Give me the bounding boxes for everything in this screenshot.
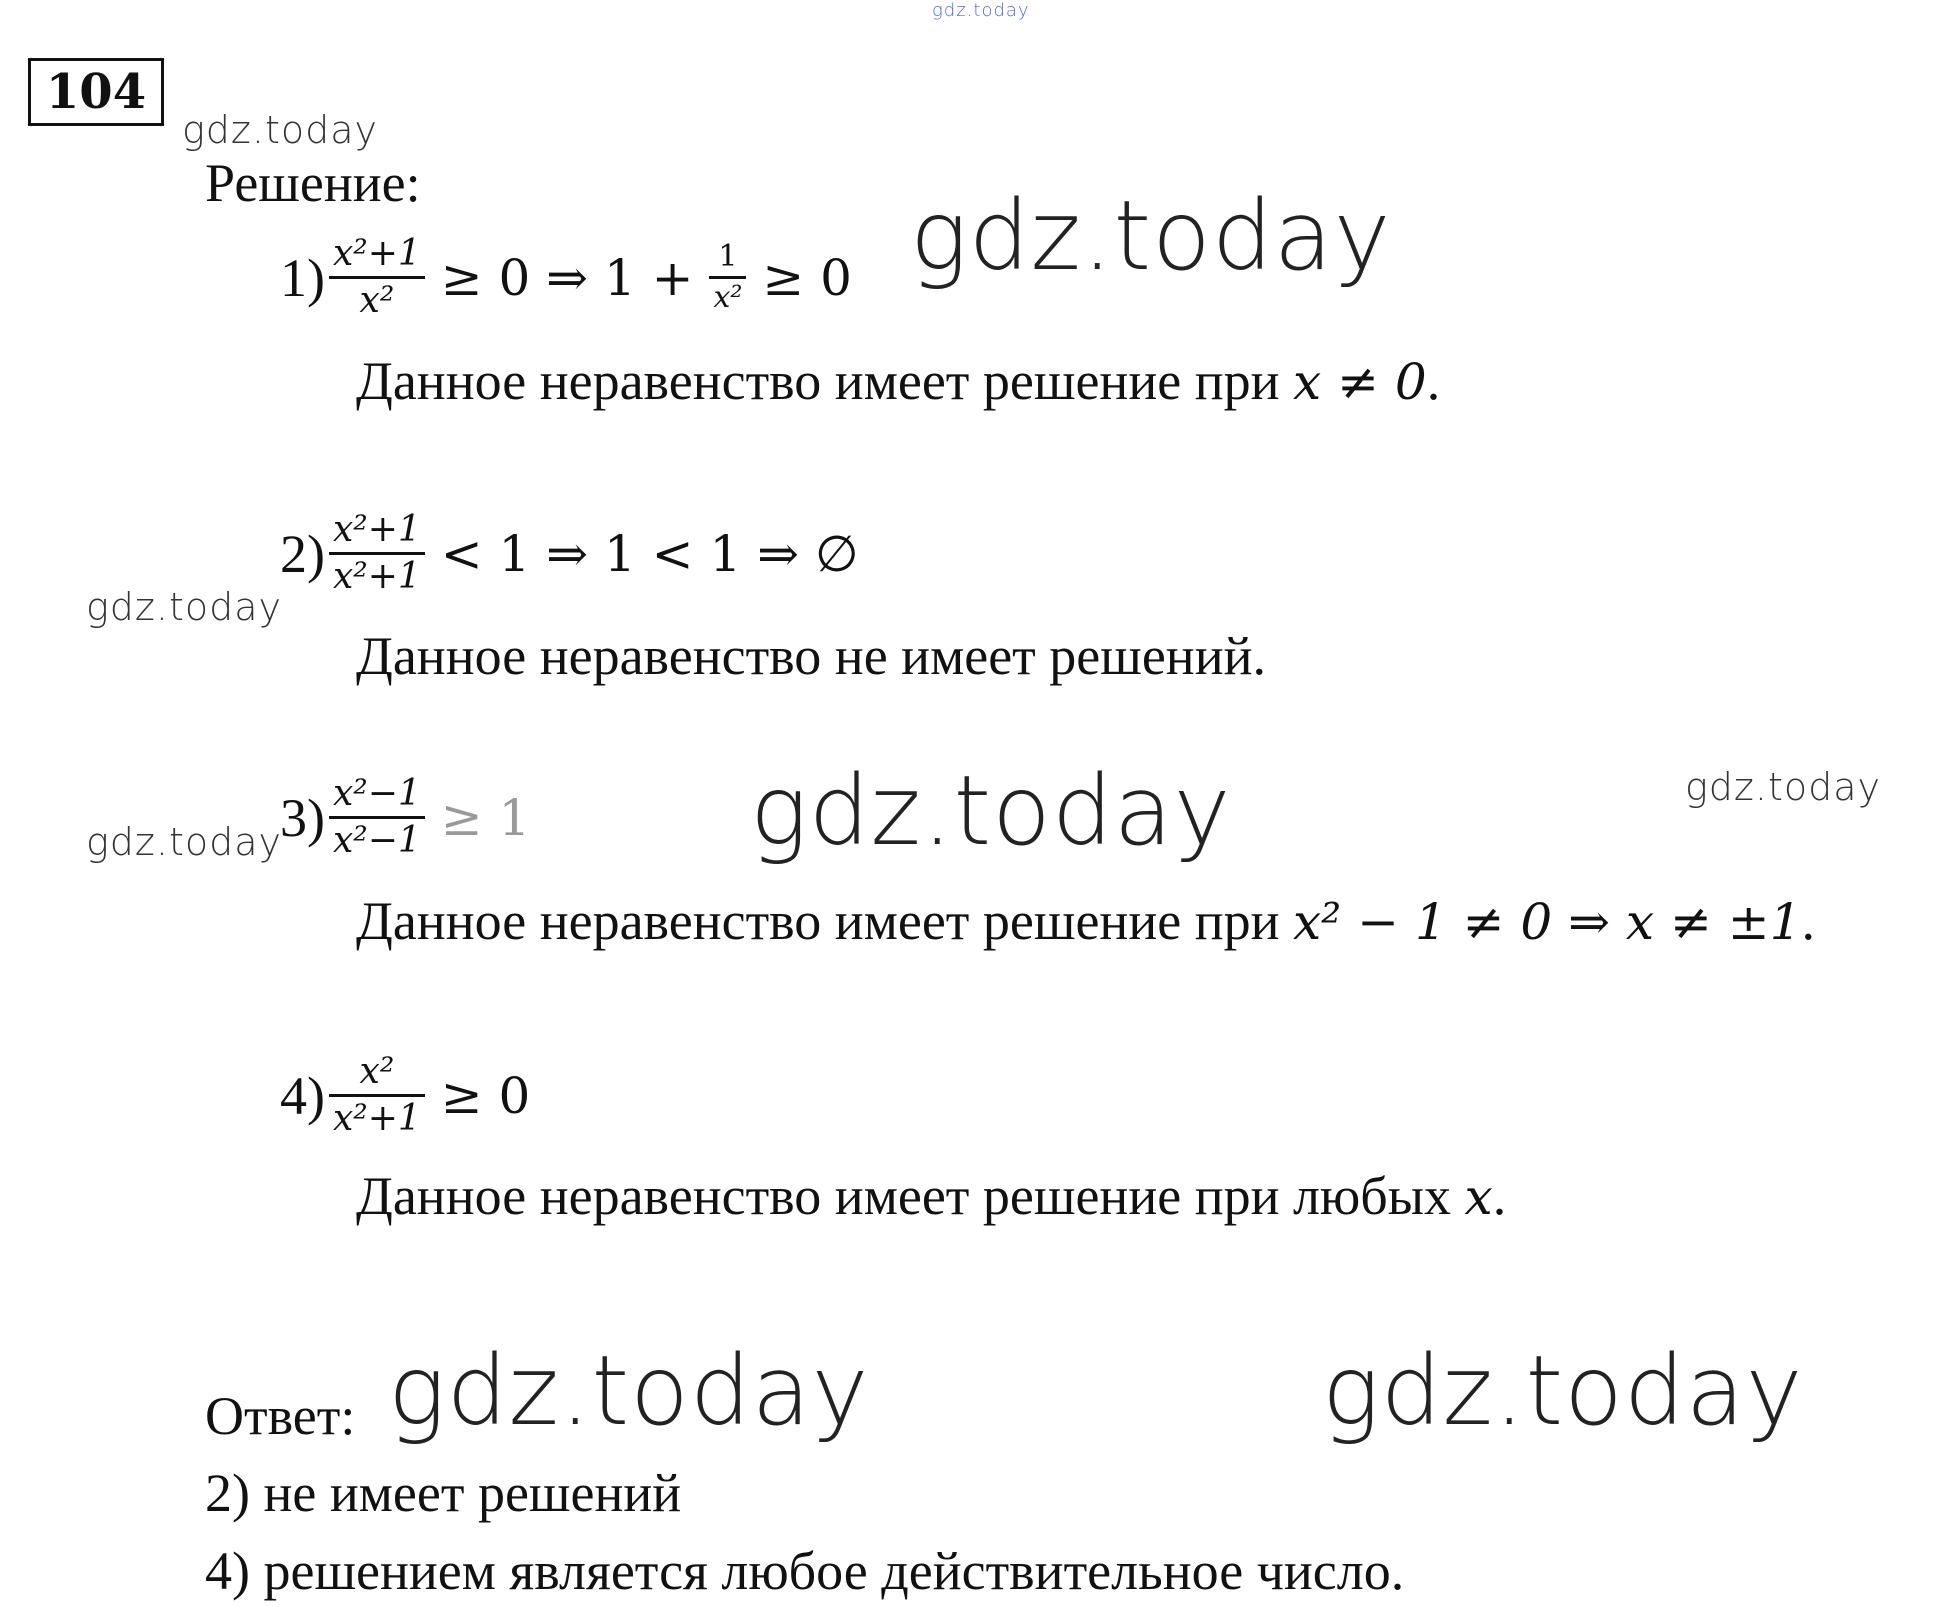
item-3-label: 3) (280, 787, 325, 848)
item-2-expression: 2) $\frac{\text{x²+1}}{\text{x²+1}}$ < 1 ⇒ 1 < 1 ⇒ ∅ (280, 509, 859, 597)
item-1-conclusion: Данное неравенство имеет решение при x ≠ 0. (356, 351, 1441, 411)
watermark-small-1: gdz.today (182, 108, 378, 152)
item-1-inner-fraction: $\frac{1}{\text{x²}}$ (709, 238, 746, 317)
item-3-conclusion: Данное неравенство имеет решение при x² − 1 ≠ 0 ⇒ x ≠ ±1. (356, 891, 1815, 951)
item-3-expression: 3) $\frac{\text{x²−1}}{\text{x²−1}}$ ≥ 1 (280, 773, 531, 861)
item-2-fraction: $\frac{\text{x²+1}}{\text{x²+1}}$ (329, 508, 425, 599)
answer-line-2: 4) решением является любое действительное число. (205, 1541, 1405, 1601)
item-3-fraction: $\frac{\text{x²−1}}{\text{x²−1}}$ (329, 772, 425, 863)
item-4-fraction: $\frac{\text{x²}}{\text{x²+1}}$ (329, 1050, 425, 1141)
answer-line-1: 2) не имеет решений (205, 1463, 682, 1523)
item-4-label: 4) (280, 1065, 325, 1126)
watermark-large-2: gdz.today (750, 755, 1232, 867)
watermark-large-4: gdz.today (1322, 1335, 1804, 1447)
item-2-label: 2) (280, 523, 325, 584)
item-4-conclusion: Данное неравенство имеет решение при любых x. (356, 1166, 1507, 1226)
watermark-small-2: gdz.today (86, 585, 282, 629)
watermark-small-3: gdz.today (1685, 765, 1881, 809)
item-4-expression: 4) $\frac{\text{x²}}{\text{x²+1}}$ ≥ 0 (280, 1051, 531, 1139)
item-1-fraction: $\frac{\text{x²+1}}{\text{x²}}$ (329, 232, 425, 323)
watermark-large-1: gdz.today (910, 180, 1392, 292)
watermark-small-4: gdz.today (86, 820, 282, 864)
item-1-label: 1) (280, 247, 325, 308)
watermark-large-3: gdz.today (388, 1335, 870, 1447)
task-number-box: 104 (28, 58, 164, 126)
item-1-expression: 1) $\frac{\text{x²+1}}{\text{x²}}$ ≥ 0 ⇒ 1 + $\frac{1}{\text{x²}}$ ≥ 0 (280, 233, 852, 321)
answer-label: Ответ: (205, 1386, 356, 1446)
item-2-conclusion: Данное неравенство не имеет решений. (356, 626, 1266, 686)
watermark-top: gdz.today (932, 0, 1030, 21)
solution-heading: Решение: (205, 153, 421, 213)
